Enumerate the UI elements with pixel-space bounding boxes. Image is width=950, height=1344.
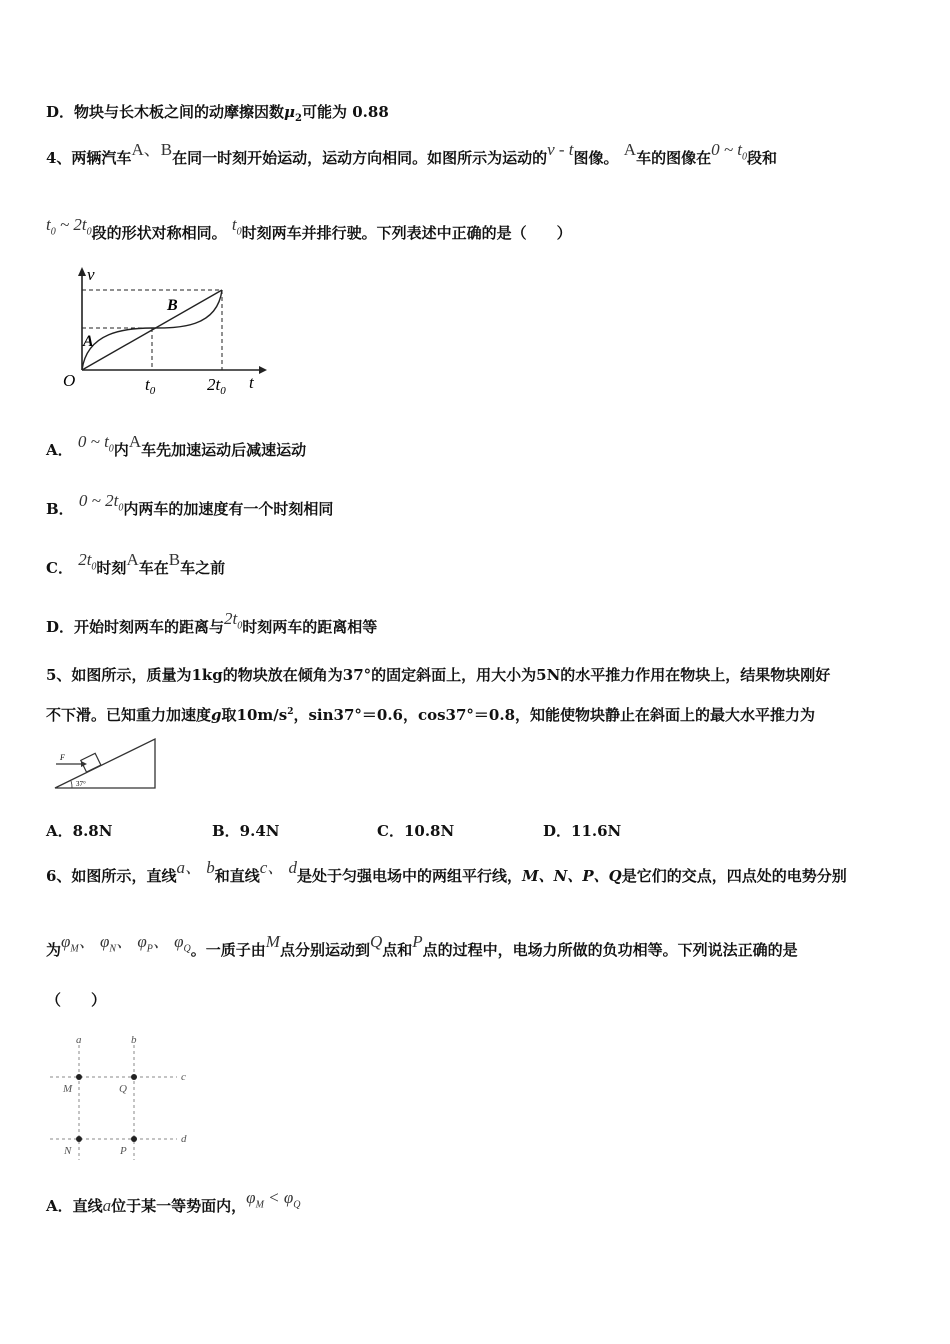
less-than: <: [268, 1188, 280, 1207]
q5-text: ，sin37°＝0.6，cos37°＝0.8，知能使物块静止在斜面上的最大水平推力为: [293, 706, 816, 724]
label-2t0-sub: 0: [220, 385, 226, 397]
sub-zero: 0: [108, 443, 114, 455]
q4-math-a: A: [623, 140, 637, 159]
label-p: P: [120, 1145, 127, 1157]
opt-text: 位于某一等势面内，: [111, 1197, 247, 1215]
q6-stem-line2: [46, 932, 798, 967]
sep: 、: [116, 932, 134, 951]
q4-math-range1: [711, 140, 747, 163]
sub-zero: 0: [237, 620, 243, 632]
sub-p: P: [146, 943, 153, 955]
sub-q: Q: [183, 943, 191, 955]
q5-option-b: B．9.4N: [212, 822, 280, 840]
vt-graph: [55, 260, 275, 400]
q5-stem-line2: [46, 702, 815, 725]
q4-optc-car-a: A: [126, 550, 139, 569]
phi: φ: [283, 1188, 294, 1207]
label-b: b: [131, 1034, 137, 1046]
opt-text: A．直线: [46, 1197, 103, 1215]
q5-option-a: A．8.8N: [46, 822, 113, 840]
angle-label: 37°: [76, 780, 86, 788]
sep: 、: [78, 932, 96, 951]
label-t: t: [249, 373, 254, 392]
q5-text: 不下滑。已知重力加速度: [46, 706, 212, 724]
opt-text: 车在: [138, 559, 169, 577]
q4-math-range2-a: t: [46, 215, 51, 234]
q4-math-range1-text: 0 ~ t: [711, 140, 742, 159]
q3-optd-prefix: D．物块与长木板之间的动摩擦因数: [46, 103, 285, 121]
sub-q: Q: [293, 1199, 301, 1211]
q4-stem-line2: [46, 215, 572, 250]
point-m: [76, 1074, 82, 1080]
q5-g: g: [211, 706, 222, 724]
q4-text: 段和: [747, 149, 778, 167]
opt-label: B．: [46, 500, 74, 518]
sub-zero: 0: [118, 502, 124, 514]
q6-text: 。一质子由: [190, 941, 266, 959]
mu-symbol: μ: [284, 103, 295, 121]
phi: φ: [137, 932, 147, 951]
sep: 、: [152, 932, 170, 951]
point-q: [131, 1074, 137, 1080]
force-label: F: [60, 753, 65, 762]
q4-text: 车的图像在: [636, 149, 712, 167]
incline-figure: [50, 735, 165, 793]
sub-zero: 0: [91, 561, 97, 573]
q6-m: M: [265, 932, 280, 951]
label-2t0: [207, 375, 226, 397]
angle-arc: [71, 781, 72, 788]
label-b: B: [167, 297, 178, 314]
q6-phi-list: [61, 932, 191, 955]
q4-option-b: [46, 491, 334, 526]
q4-optc-math: [78, 550, 97, 573]
q4-optc-car-b: B: [168, 550, 181, 569]
q4-optb-math-text: 0 ~ 2t: [78, 491, 119, 510]
q6-text: 点分别运动到: [279, 941, 370, 959]
sub-m: M: [70, 943, 79, 955]
q4-math-range2-b: ~ 2t: [55, 215, 87, 234]
q5-option-d: D．11.6N: [543, 822, 622, 840]
q6-math-cd: c、 d: [259, 858, 298, 877]
v-axis-arrow: [78, 267, 86, 276]
q6-mnpq: M、N、P、Q: [522, 867, 622, 885]
q6-text: 是处于匀强电场中的两组平行线，: [297, 867, 523, 885]
q6-paren: （ ）: [46, 991, 107, 1009]
sub-zero: 0: [50, 226, 56, 238]
q3-optd-suffix: 可能为: [301, 103, 347, 121]
sub-zero: 0: [742, 151, 747, 163]
q6-opta-math: [246, 1188, 301, 1211]
q6-text: 为: [46, 941, 62, 959]
q4-text: 4、两辆汽车: [46, 149, 132, 167]
t-axis-arrow: [259, 366, 267, 374]
q6-text: 是它们的交点，四点处的电势分别: [621, 867, 847, 885]
q3-option-d: [46, 102, 389, 129]
q6-q: Q: [369, 932, 383, 951]
phi: φ: [246, 1188, 256, 1207]
sub-n: N: [109, 943, 117, 955]
opt-text: 车先加速运动后减速运动: [141, 441, 307, 459]
opt-text: 时刻两车的距离相等: [242, 618, 378, 636]
sub-m: M: [255, 1199, 264, 1211]
label-m: M: [63, 1083, 73, 1095]
label-n: N: [64, 1145, 72, 1157]
label-q: Q: [119, 1083, 127, 1095]
mu-sub: 2: [295, 113, 302, 124]
q4-option-c: [46, 550, 226, 585]
q6-text: 6、如图所示，直线: [46, 867, 177, 885]
label-c: c: [181, 1071, 186, 1083]
q4-optc-math-text: 2t: [78, 550, 92, 569]
q4-optd-math: [224, 609, 243, 632]
q4-stem-line1: [46, 140, 778, 175]
opt-text: 时刻: [96, 559, 127, 577]
label-v: v: [87, 265, 95, 284]
q4-optb-math: [78, 491, 124, 514]
phi: φ: [100, 932, 110, 951]
q6-stem-line1: [46, 858, 847, 886]
q4-text: 在同一时刻开始运动，运动方向相同。如图所示为运动的: [172, 149, 548, 167]
q4-math-range2: [46, 215, 92, 238]
q4-option-a: [46, 432, 307, 467]
grid-figure: [45, 1030, 195, 1165]
q4-option-d: [46, 609, 378, 644]
label-t0-sub: 0: [149, 385, 156, 397]
phi: φ: [61, 932, 71, 951]
label-t0: [145, 375, 156, 397]
label-a: a: [76, 1034, 82, 1046]
label-a: A: [83, 333, 94, 350]
q4-opta-car: A: [128, 432, 142, 451]
q6-p: P: [412, 932, 423, 951]
q5-text: 5、如图所示，质量为1kg的物块放在倾角为37°的固定斜面上，用大小为5N的水平推力作用在物块上，结果物块刚好: [46, 666, 831, 684]
opt-text: 车之前: [180, 559, 226, 577]
q5-text: 取10m/s: [221, 706, 288, 724]
opt-label: D．开始时刻两车的距离与: [46, 618, 225, 636]
label-o: O: [63, 371, 76, 390]
q5-option-c: C．10.8N: [377, 822, 455, 840]
label-t0-t: t: [145, 375, 150, 394]
phi: φ: [174, 932, 184, 951]
label-d: d: [181, 1133, 187, 1145]
sub-zero: 0: [86, 226, 92, 238]
q6-text: 点的过程中，电场力所做的负功相等。下列说法正确的是: [422, 941, 798, 959]
q3-optd-value: 0.88: [352, 103, 389, 121]
q4-math-t0-text: t: [231, 215, 237, 234]
q6-text: 和直线: [214, 867, 260, 885]
sup-two: 2: [287, 707, 294, 717]
opt-label: A．: [46, 441, 73, 459]
q6-option-a: [46, 1188, 301, 1223]
opt-label: C．: [46, 559, 73, 577]
q6-text: 点和: [382, 941, 413, 959]
label-2t0-t: 2t: [207, 375, 221, 394]
q4-math-t0: [231, 215, 242, 238]
q4-math-ab: A、B: [131, 140, 173, 159]
point-p: [131, 1136, 137, 1142]
q4-math-vt: v - t: [547, 140, 574, 159]
q4-text: 时刻两车并排行驶。下列表述中正确的是（ ）: [241, 224, 572, 242]
q4-opta-math-text: 0 ~ t: [77, 432, 109, 451]
q4-text: 图像。: [573, 149, 619, 167]
opt-text: 内两车的加速度有一个时刻相同: [123, 500, 334, 518]
q4-text: 段的形状对称相同。: [91, 224, 227, 242]
q6-opta-a: a: [102, 1196, 112, 1215]
q6-math-ab: a、 b: [176, 858, 215, 877]
q4-opta-math: [77, 432, 114, 455]
opt-text: 内: [113, 441, 129, 459]
sub-zero: 0: [236, 226, 242, 238]
q4-optd-math-text: 2t: [224, 609, 238, 628]
q5-stem-line1: [46, 665, 830, 685]
point-n: [76, 1136, 82, 1142]
